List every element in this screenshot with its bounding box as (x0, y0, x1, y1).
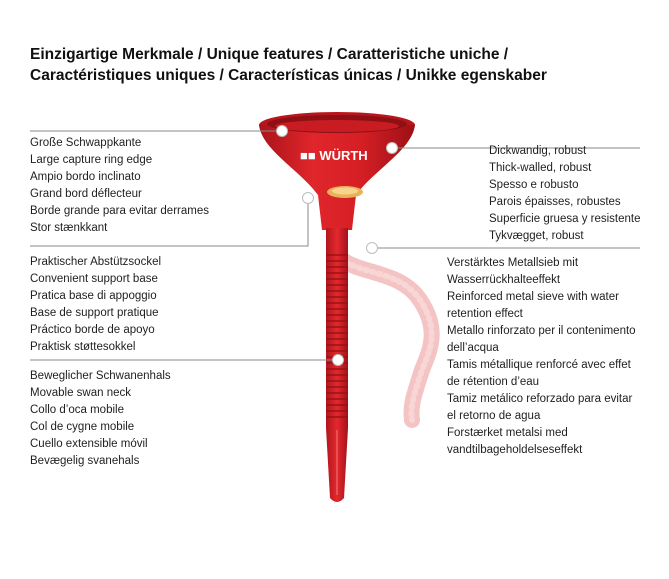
feature-text: Große Schwappkante (30, 137, 142, 149)
feature-text: dell’acqua (447, 342, 499, 354)
heading-line-1: Einzigartige Merkmale / Unique features / Caratteristiche uniche / (30, 46, 509, 63)
feature-text: Praktisk støttesokkel (30, 341, 136, 353)
feature-text: retention effect (447, 308, 523, 320)
feature-text: Wasserrückhalteeffekt (447, 274, 561, 286)
feature-text: Dickwandig, robust (489, 145, 587, 157)
feature-text: Tamis métallique renforcé avec effet (447, 359, 631, 371)
feature-text: Spesso e robusto (489, 179, 579, 191)
feature-text: Beweglicher Schwanenhals (30, 370, 171, 382)
feature-text: Convenient support base (30, 273, 158, 285)
feature-text: Praktischer Abstützsockel (30, 256, 162, 268)
feature-text: Col de cygne mobile (30, 421, 135, 433)
feature-support-base (30, 254, 161, 356)
feature-text: Base de support pratique (30, 307, 159, 319)
marker-dot-metal-sieve (367, 243, 378, 254)
feature-thick-walled (489, 143, 641, 245)
wurth-logo: ■■ WÜRTH (300, 148, 368, 163)
feature-text: Pratica base di appoggio (30, 290, 157, 302)
ghost-bent-neck (340, 258, 432, 420)
feature-text: Superficie gruesa y resistente (489, 213, 641, 225)
feature-text: Borde grande para evitar derrames (30, 205, 209, 217)
feature-text: Ampio bordo inclinato (30, 171, 141, 183)
feature-text: Forstærket metalsi med (447, 427, 568, 439)
feature-text: vandtilbageholdelseseffekt (447, 444, 583, 456)
feature-text: el retorno de agua (447, 410, 541, 422)
feature-text: Tamiz metálico reforzado para evitar (447, 393, 633, 405)
feature-text: Thick-walled, robust (489, 162, 592, 174)
feature-text: de rétention d’eau (447, 376, 540, 388)
feature-text: Stor stænkkant (30, 222, 108, 234)
feature-text: Tykvægget, robust (489, 230, 584, 242)
marker-dot-capture-ring (277, 126, 288, 137)
feature-text: Reinforced metal sieve with water (447, 291, 619, 303)
feature-text: Parois épaisses, robustes (489, 196, 621, 208)
feature-text: Cuello extensible móvil (30, 438, 148, 450)
feature-text: Bevægelig svanehals (30, 455, 140, 467)
feature-text: Large capture ring edge (30, 154, 153, 166)
feature-text: Metallo rinforzato per il contenimento (447, 325, 636, 337)
heading-line-2: Caractéristiques uniques / Características únicas / Unikke egenskaber (30, 67, 547, 84)
marker-dot-support-base (303, 193, 314, 204)
feature-swan-neck (30, 368, 171, 470)
marker-dot-thick-walled (387, 143, 398, 154)
feature-text: Collo d’oca mobile (30, 404, 124, 416)
feature-metal-sieve (447, 255, 636, 459)
feature-text: Movable swan neck (30, 387, 131, 399)
feature-text: Verstärktes Metallsieb mit (447, 257, 579, 269)
feature-capture-ring (30, 135, 209, 237)
marker-dot-swan-neck (333, 355, 344, 366)
feature-text: Práctico borde de apoyo (30, 324, 155, 336)
feature-text: Grand bord déflecteur (30, 188, 142, 200)
